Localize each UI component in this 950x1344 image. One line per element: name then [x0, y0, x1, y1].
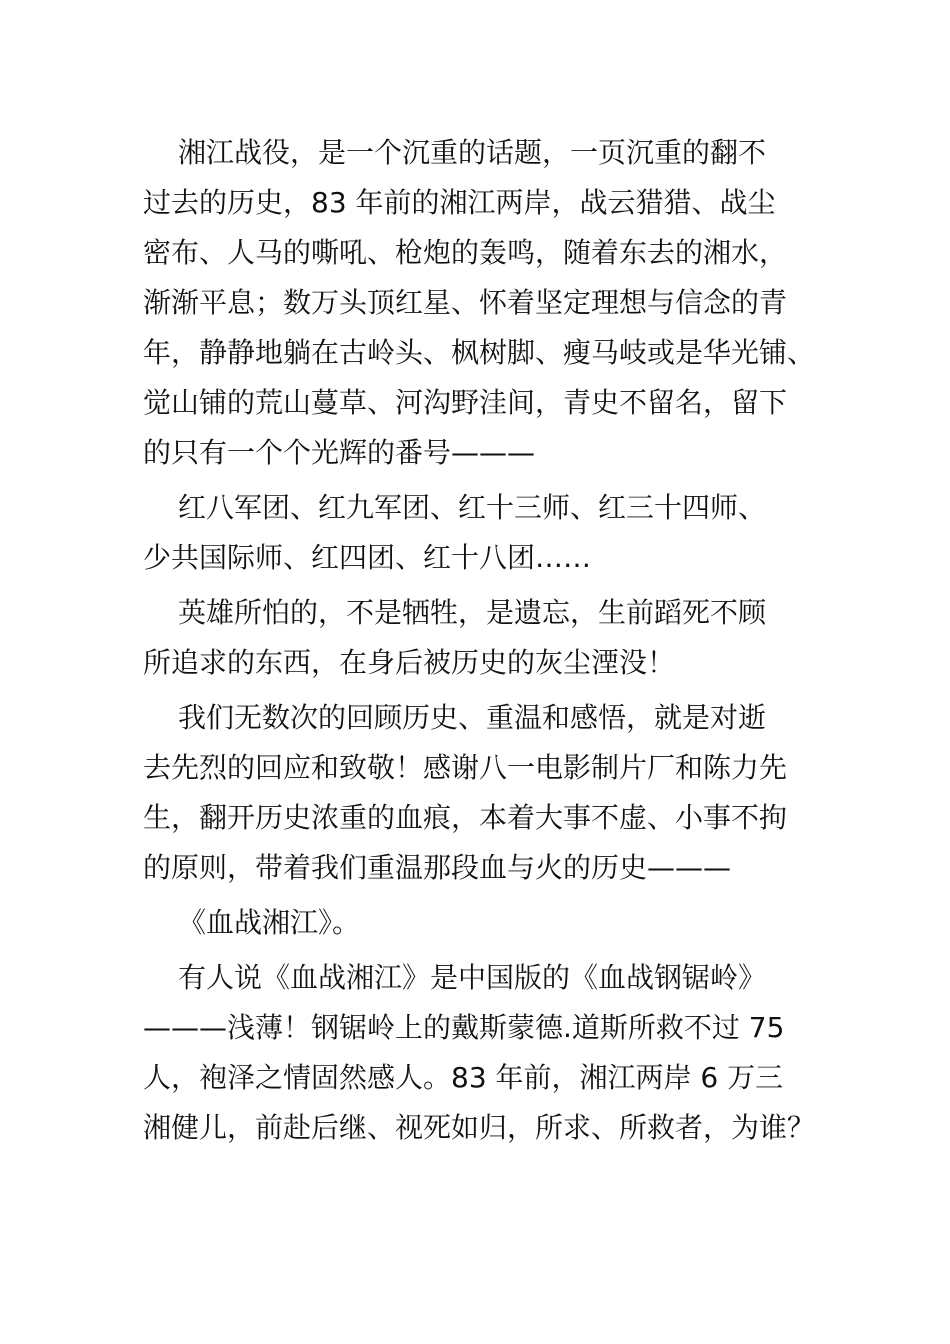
text-line: 的只有一个个光辉的番号——— — [143, 436, 536, 469]
text-line: 去先烈的回应和致敬！感谢八一电影制片厂和陈力先 — [143, 751, 788, 784]
text-line: 少共国际师、红四团、红十八团…… — [143, 541, 592, 574]
text-line: 的原则，带着我们重温那段血与火的历史——— — [143, 851, 732, 884]
text-line: 所追求的东西，在身后被历史的灰尘湮没！ — [143, 646, 676, 679]
text-line: 渐渐平息；数万头顶红星、怀着坚定理想与信念的青 — [143, 286, 788, 319]
text-line: ———浅薄！钢锯岭上的戴斯蒙德.道斯所救不过 75 — [143, 1011, 785, 1044]
text-line: 年，静静地躺在古岭头、枫树脚、瘦马岐或是华光铺、 — [143, 336, 816, 369]
text-line: 有人说《血战湘江》是中国版的《血战钢锯岭》 — [178, 961, 767, 994]
text-line: 觉山铺的荒山蔓草、河沟野洼间，青史不留名，留下 — [143, 386, 788, 419]
text-line: 湘健儿，前赴后继、视死如归，所求、所救者，为谁？ — [143, 1111, 816, 1144]
text-line: 湘江战役，是一个沉重的话题，一页沉重的翻不 — [178, 136, 767, 169]
text-line: 《血战湘江》。 — [178, 906, 361, 939]
text-line: 人，袍泽之情固然感人。83 年前，湘江两岸 6 万三 — [143, 1061, 784, 1094]
text-line: 过去的历史，83 年前的湘江两岸，战云猎猎、战尘 — [143, 186, 776, 219]
text-line: 红八军团、红九军团、红十三师、红三十四师、 — [178, 491, 767, 524]
text-line: 英雄所怕的，不是牺牲，是遗忘，生前蹈死不顾 — [178, 596, 767, 629]
text-line: 密布、人马的嘶吼、枪炮的轰鸣，随着东去的湘水， — [143, 236, 788, 269]
text-line: 生，翻开历史浓重的血痕，本着大事不虚、小事不拘 — [143, 801, 788, 834]
text-line: 我们无数次的回顾历史、重温和感悟，就是对逝 — [178, 701, 767, 734]
